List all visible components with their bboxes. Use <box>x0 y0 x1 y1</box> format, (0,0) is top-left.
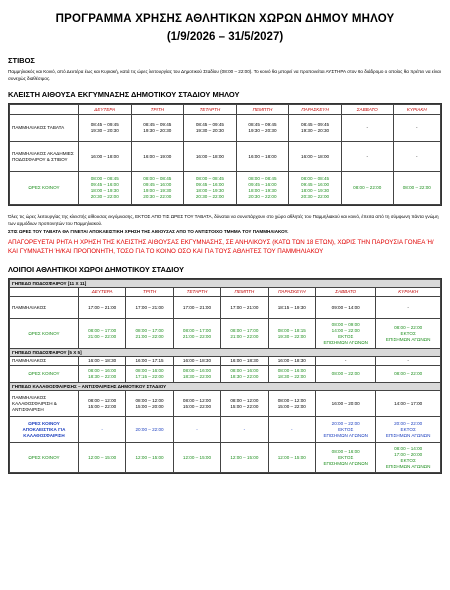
others-header-row <box>10 288 441 297</box>
document-period: (1/9/2026 – 31/5/2027) <box>166 31 284 43</box>
time-cell: 08:45 – 09:45 19:30 – 20:30 <box>236 115 289 142</box>
time-cell: - <box>221 417 268 443</box>
time-cell: 17:00 – 21:00 <box>221 297 268 319</box>
day-header: ΔΕΥΤΕΡΑ <box>78 288 125 297</box>
time-cell: 12:00 – 15:00 <box>126 443 173 473</box>
time-cell: 14:00 – 17:00 <box>376 391 441 417</box>
corner-cell <box>10 288 79 297</box>
day-header: ΤΡΙΤΗ <box>131 105 184 115</box>
others-table-wrapper <box>8 278 442 474</box>
time-cell: - <box>376 357 441 366</box>
time-cell: 08:00 – 22:00 <box>376 366 441 383</box>
table-row <box>10 366 441 383</box>
day-header: ΣΑΒΒΑΤΟ <box>341 105 393 115</box>
row-label: ΩΡΕΣ ΚΟΙΝΟΥ <box>10 319 79 349</box>
time-cell: 16:00 – 18:00 <box>236 142 289 172</box>
day-header: ΠΑΡΑΣΚΕΥΗ <box>268 288 315 297</box>
gym-header-row <box>10 105 441 115</box>
time-cell: 08:00 – 12:00 15:00 – 20:00 <box>126 391 173 417</box>
time-cell: 16:00 – 18:00 <box>184 142 237 172</box>
gym-heading: ΚΛΕΙΣΤΗ ΑΙΘΟΥΣΑ ΕΚΓΥΜΝΑΣΗΣ ΔΗΜΟΤΙΚΟΥ ΣΤΑΔΙΟΥ ΜΗΛΟΥ <box>8 90 240 99</box>
table-row <box>10 391 441 417</box>
table-row <box>10 115 441 142</box>
row-label: ΠΑΜΜΗΛΙΑΚΟΣ ΚΑΛΑΘΟΣΦΑΙΡΙΣΗ & ΑΝΤΙΣΦΑΙΡΙΣΗ <box>10 391 79 417</box>
time-cell: 16:00 – 19:00 <box>131 142 184 172</box>
gym-note-1: Όλες τις ώρες λειτουργίας της κλειστής αίθουσας εκγύμνασης, ΕΚΤΟΣ ΑΠΟ ΤΙΣ ΩΡΕΣ ΤΟΥ ΤΑΒΑΤΑ, δύναται να συνυπάρχουν στο χώρο αθλητές του Παμμηλιακού και κοινό, έπειτα από τη σύμφωνη πάντα γνώμη των αρμόδιων προπονητών του Παμμηλιακού. <box>8 214 439 226</box>
row-label: ΠΑΜΜΗΛΙΑΚΟΣ <box>10 297 79 319</box>
table-row <box>10 443 441 473</box>
time-cell: 08:00 – 17:00 21:00 – 22:00 <box>173 319 220 349</box>
time-cell: 09:00 – 14:00 <box>316 297 376 319</box>
table-row <box>10 142 441 172</box>
time-cell: 17:00 – 21:00 <box>126 297 173 319</box>
time-cell: 08:00 – 16:00 17:15 – 22:00 <box>126 366 173 383</box>
table-row <box>10 417 441 443</box>
day-header: ΠΕΜΠΤΗ <box>236 105 289 115</box>
section-title: ΓΗΠΕΔΟ ΚΑΛΑΘΟΣΦΑΙΡΙΣΗΣ – ΑΝΤΙΣΦΑΙΡΙΣΗΣ ΔΗΜΟΤΙΚΟΥ ΣΤΑΔΙΟΥ <box>10 383 441 391</box>
time-cell: 08:00 – 22:00 <box>341 172 393 205</box>
time-cell: 08:00 – 08:45 09:45 – 16:00 18:00 – 19:30 20:30 – 22:00 <box>236 172 289 205</box>
time-cell: 16:00 – 20:00 <box>316 391 376 417</box>
time-cell: 08:00 – 16:00 ΕΚΤΟΣ ΕΠΙΣΗΜΩΝ ΑΓΩΝΩΝ <box>316 443 376 473</box>
time-cell: 08:00 – 12:00 15:00 – 22:00 <box>173 391 220 417</box>
time-cell: 16:00 – 18:30 <box>173 357 220 366</box>
time-cell: 08:00 – 08:45 09:45 – 16:00 18:00 – 19:30 20:30 – 22:00 <box>78 172 131 205</box>
day-header: ΚΥΡΙΑΚΗ <box>393 105 440 115</box>
row-label: ΠΑΜΜΗΛΙΑΚΟΣ <box>10 357 79 366</box>
time-cell: 08:00 – 12:00 15:00 – 22:00 <box>78 391 125 417</box>
time-cell: 08:00 – 17:00 21:00 – 22:00 <box>126 319 173 349</box>
day-header: ΠΕΜΠΤΗ <box>221 288 268 297</box>
time-cell: - <box>341 142 393 172</box>
gym-table <box>9 104 441 205</box>
time-cell: 20:00 – 22:00 <box>126 417 173 443</box>
time-cell: 12:00 – 15:00 <box>221 443 268 473</box>
time-cell: 17:00 – 21:00 <box>173 297 220 319</box>
gym-table-wrapper <box>8 103 442 206</box>
time-cell: 08:00 – 16:00 18:30 – 22:00 <box>173 366 220 383</box>
time-cell: 08:00 – 16:00 18:30 – 22:00 <box>78 366 125 383</box>
gym-note-2: ΣΤΙΣ ΩΡΕΣ ΤΟΥ ΤΑΒΑΤΑ ΘΑ ΓΙΝΕΤΑΙ ΑΠΟΚΛΕΙΣΤΙΚΗ ΧΡΗΣΗ ΤΗΣ ΑΙΘΟΥΣΑΣ ΑΠΟ ΤΟ ΑΝΤΙΣΤΟΙΧΟ ΤΜΗΜΑ ΤΟΥ ΠΑΜΜΗΛΙΑΚΟΥ. <box>8 229 289 234</box>
time-cell: 16:00 – 18:30 <box>78 357 125 366</box>
time-cell: - <box>316 357 376 366</box>
time-cell: 08:45 – 09:45 19:30 – 20:30 <box>289 115 342 142</box>
section-row <box>10 383 441 391</box>
time-cell: - <box>393 142 440 172</box>
time-cell: - <box>173 417 220 443</box>
others-heading: ΛΟΙΠΟΙ ΑΘΛΗΤΙΚΟΙ ΧΩΡΟΙ ΔΗΜΟΤΙΚΟΥ ΣΤΑΔΙΟΥ <box>8 265 184 274</box>
time-cell: - <box>376 297 441 319</box>
time-cell: 08:00 – 12:00 15:00 – 22:00 <box>268 391 315 417</box>
time-cell: 08:00 – 08:45 09:45 – 16:00 18:00 – 19:30 20:30 – 22:00 <box>184 172 237 205</box>
time-cell: 08:45 – 09:45 19:30 – 20:30 <box>131 115 184 142</box>
section-row <box>10 349 441 357</box>
day-header: ΠΑΡΑΣΚΕΥΗ <box>289 105 342 115</box>
row-label: ΩΡΕΣ ΚΟΙΝΟΥ <box>10 443 79 473</box>
time-cell: 08:00 – 18:15 19:30 – 22:00 <box>268 319 315 349</box>
section-title: ΓΗΠΕΔΟ ΠΟΔΟΣΦΑΙΡΟΥ [5 Χ 5] <box>10 349 441 357</box>
stivos-heading: ΣΤΙΒΟΣ <box>8 56 35 65</box>
time-cell: 16:00 – 18:00 <box>289 142 342 172</box>
time-cell: - <box>78 417 125 443</box>
time-cell: 08:00 – 09:00 14:00 – 22:00 ΕΚΤΟΣ ΕΠΙΣΗΜΩΝ ΑΓΩΝΩΝ <box>316 319 376 349</box>
day-header: ΚΥΡΙΑΚΗ <box>376 288 441 297</box>
time-cell: - <box>393 115 440 142</box>
row-label: ΩΡΕΣ ΚΟΙΝΟΥ ΑΠΟΚΛΕΙΣΤΙΚΑ ΓΙΑ ΚΑΛΑΘΟΣΦΑΙΡΙΣΗ <box>10 417 79 443</box>
time-cell: 08:00 – 17:00 21:00 – 22:00 <box>221 319 268 349</box>
section-row <box>10 280 441 288</box>
time-cell: 12:00 – 15:00 <box>78 443 125 473</box>
time-cell: 08:45 – 09:45 19:30 – 20:30 <box>184 115 237 142</box>
table-row <box>10 357 441 366</box>
day-header: ΤΕΤΑΡΤΗ <box>173 288 220 297</box>
time-cell: 08:45 – 09:45 19:30 – 20:30 <box>78 115 131 142</box>
time-cell: 08:00 – 14:00 17:00 – 20:00 ΕΚΤΟΣ ΕΠΙΣΗΜΩΝ ΑΓΩΝΩΝ <box>376 443 441 473</box>
day-header: ΣΑΒΒΑΤΟ <box>316 288 376 297</box>
day-header: ΔΕΥΤΕΡΑ <box>78 105 131 115</box>
time-cell: 08:00 – 08:45 09:45 – 16:00 19:00 – 19:30 20:30 – 22:00 <box>131 172 184 205</box>
time-cell: 08:00 – 22:00 ΕΚΤΟΣ ΕΠΙΣΗΜΩΝ ΑΓΩΝΩΝ <box>376 319 441 349</box>
document-title: ΠΡΟΓΡΑΜΜΑ ΧΡΗΣΗΣ ΑΘΛΗΤΙΚΩΝ ΧΩΡΩΝ ΔΗΜΟΥ ΜΗΛΟΥ <box>55 13 395 25</box>
table-row <box>10 319 441 349</box>
corner-cell <box>10 105 79 115</box>
table-row <box>10 172 441 205</box>
row-label: ΠΑΜΜΗΛΙΑΚΟΣ ΑΚΑΔΗΜΙΕΣ ΠΟΔΟΣΦΑΙΡΟΥ & ΣΤΙΒΟΥ <box>10 142 79 172</box>
time-cell: 12:00 – 15:00 <box>173 443 220 473</box>
time-cell: 08:00 – 22:00 <box>393 172 440 205</box>
time-cell: 16:00 – 18:00 <box>78 142 131 172</box>
time-cell: 16:00 – 17:15 <box>126 357 173 366</box>
row-label: ΠΑΜΜΗΛΙΑΚΟΣ ΤΑΒΑΤΑ <box>10 115 79 142</box>
time-cell: - <box>268 417 315 443</box>
time-cell: 08:00 – 16:00 18:30 – 22:00 <box>221 366 268 383</box>
time-cell: 20:00 – 22:00 ΕΚΤΟΣ ΕΠΙΣΗΜΩΝ ΑΓΩΝΩΝ <box>316 417 376 443</box>
time-cell: 08:00 – 12:00 15:00 – 22:00 <box>221 391 268 417</box>
day-header: ΤΡΙΤΗ <box>126 288 173 297</box>
time-cell: 18:15 – 19:30 <box>268 297 315 319</box>
gym-warning: ΑΠΑΓΟΡΕΥΕΤΑΙ ΡΗΤΑ Η ΧΡΗΣΗ ΤΗΣ ΚΛΕΙΣΤΗΣ ΑΙΘΟΥΣΑΣ ΕΚΓΥΜΝΑΣΗΣ, ΣΕ ΑΝΗΛΙΚΟΥΣ (ΚΑΤΩ ΤΩΝ 18 ΕΤΩΝ), ΧΩΡΙΣ ΤΗΝ ΠΑΡΟΥΣΙΑ ΓΟΝΕΑ Ή/ΚΑΙ ΓΥΜΝΑΣΤΗ Ή/ΚΑΙ ΠΡΟΠΟΝΗΤΗ, ΤΟΣΟ ΓΙΑ ΤΟ ΚΟΙΝΟ ΟΣΟ ΚΑΙ ΓΙΑ ΤΟΥΣ ΑΘΛΗΤΕΣ ΤΟΥ ΠΑΜΜΗΛΙΑΚΟΥ <box>8 239 434 255</box>
time-cell: 12:00 – 15:00 <box>268 443 315 473</box>
others-table <box>9 279 441 473</box>
stivos-text: Παμμηλιακός και Κοινό, από Δευτέρα έως και Κυριακή, κατά τις ώρες λειτουργίας του Δημοτικού Σταδίου (08:00 – 22:00). Το κοινό θα μπορεί να προπονείται ΑΥΣΤΗΡΑ στον 6ο διάδρομο ο οποίος θα πρέπει να είναι συνεχώς διαθέσιμος. <box>8 69 441 81</box>
section-title: ΓΗΠΕΔΟ ΠΟΔΟΣΦΑΙΡΟΥ [11 Χ 11] <box>10 280 441 288</box>
time-cell: 08:00 – 22:00 <box>316 366 376 383</box>
row-label: ΩΡΕΣ ΚΟΙΝΟΥ <box>10 366 79 383</box>
table-row <box>10 297 441 319</box>
time-cell: 20:00 – 22:00 ΕΚΤΟΣ ΕΠΙΣΗΜΩΝ ΑΓΩΝΩΝ <box>376 417 441 443</box>
time-cell: 08:00 – 08:45 09:45 – 16:00 18:00 – 19:30 20:30 – 22:00 <box>289 172 342 205</box>
day-header: ΤΕΤΑΡΤΗ <box>184 105 237 115</box>
time-cell: - <box>341 115 393 142</box>
time-cell: 16:00 – 18:30 <box>221 357 268 366</box>
time-cell: 17:00 – 21:00 <box>78 297 125 319</box>
row-label: ΩΡΕΣ ΚΟΙΝΟΥ <box>10 172 79 205</box>
time-cell: 08:00 – 16:00 18:30 – 22:00 <box>268 366 315 383</box>
time-cell: 16:00 – 18:30 <box>268 357 315 366</box>
time-cell: 08:00 – 17:00 21:00 – 22:00 <box>78 319 125 349</box>
